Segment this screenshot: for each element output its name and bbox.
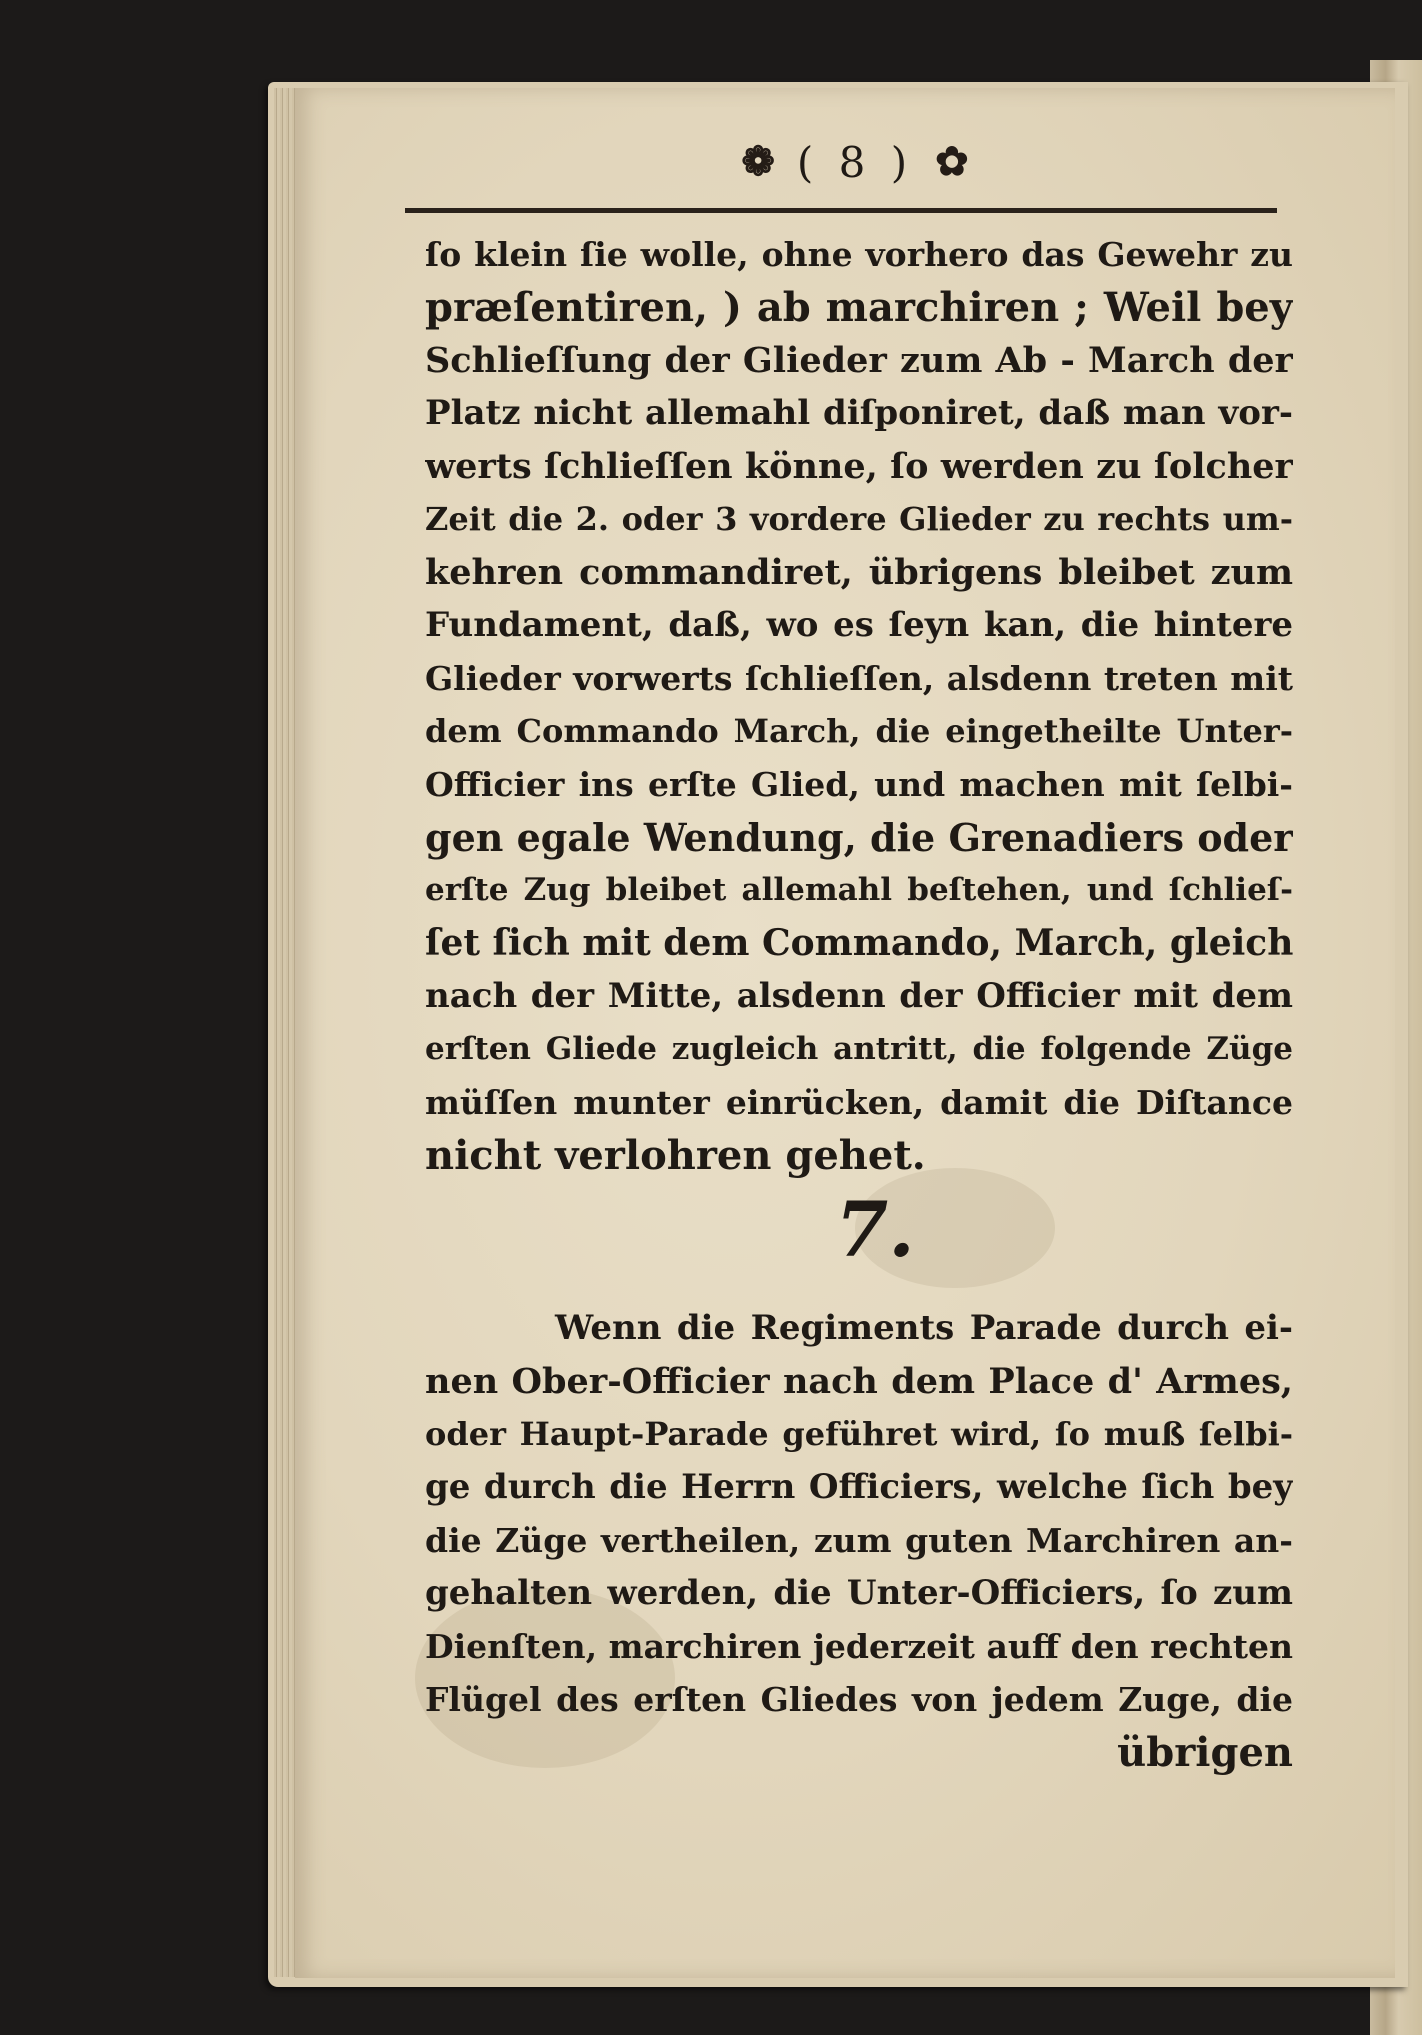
running-header bbox=[690, 132, 1020, 192]
text-line: dem Commando March, die eingetheilte Unter- bbox=[425, 712, 1293, 750]
text-line: ſo klein ſie wolle, ohne vorhero das Gewehr zu bbox=[425, 235, 1293, 274]
text-line: Officier ins erſte Glied, und machen mit ſelbi- bbox=[425, 765, 1293, 804]
text-line: Schlieſſung der Glieder zum Ab - March der bbox=[425, 340, 1293, 381]
text-line: Wenn die Regiments Parade durch ei- bbox=[555, 1308, 1293, 1348]
text-line: Glieder vorwerts ſchlieſſen, alsdenn treten mit bbox=[425, 659, 1293, 698]
text-line: erſten Gliede zugleich antritt, die folgende Züge bbox=[425, 1031, 1293, 1067]
text-line: Flügel des erſten Gliedes von jedem Zuge, die bbox=[425, 1680, 1293, 1719]
text-line: werts ſchlieſſen könne, ſo werden zu ſolcher bbox=[425, 446, 1293, 487]
text-line: Dienſten, marchiren jederzeit auff den rechten bbox=[425, 1627, 1293, 1666]
text-line: Zeit die 2. oder 3 vordere Glieder zu rechts um- bbox=[425, 500, 1293, 538]
text-line: Fundament, daß, wo es ſeyn kan, die hintere bbox=[425, 605, 1293, 645]
paragraph-continued bbox=[425, 228, 1293, 1182]
text-line: gen egale Wendung, die Grenadiers oder bbox=[425, 815, 1293, 860]
text-line: præſentiren, ) ab marchiren ; Weil bey bbox=[425, 284, 1293, 331]
paragraph-section-7 bbox=[425, 1302, 1293, 1779]
text-line: oder Haupt-Parade geführet wird, ſo muß ſelbi- bbox=[425, 1415, 1293, 1453]
text-line: müſſen munter einrücken, damit die Diſtance bbox=[425, 1083, 1293, 1122]
text-line: Platz nicht allemahl diſponiret, daß man vor- bbox=[425, 393, 1293, 433]
left-ornament-icon: ❁ bbox=[741, 138, 775, 185]
text-line: kehren commandiret, übrigens bleibet zum bbox=[425, 552, 1293, 593]
text-line: ſet ſich mit dem Commando, March, gleich bbox=[425, 922, 1293, 964]
text-line: erſte Zug bleibet allemahl beſtehen, und ſchlieſ- bbox=[425, 872, 1293, 908]
right-ornament-icon: ✿ bbox=[935, 138, 969, 185]
text-line: nicht verlohren gehet. bbox=[425, 1132, 926, 1179]
catchword: übrigen bbox=[1117, 1729, 1293, 1776]
header-rule bbox=[405, 208, 1277, 213]
text-line: nach der Mitte, alsdenn der Officier mit dem bbox=[425, 976, 1293, 1016]
text-line: ge durch die Herrn Officiers, welche ſich bey bbox=[425, 1467, 1293, 1507]
text-line: die Züge vertheilen, zum guten Marchiren an- bbox=[425, 1521, 1293, 1560]
section-number: 7. bbox=[835, 1185, 915, 1274]
text-line: gehalten werden, die Unter-Officiers, ſo zum bbox=[425, 1573, 1293, 1613]
page-number: ( 8 ) bbox=[796, 137, 914, 187]
text-line: nen Ober-Officier nach dem Place d' Armes, bbox=[425, 1361, 1293, 1402]
